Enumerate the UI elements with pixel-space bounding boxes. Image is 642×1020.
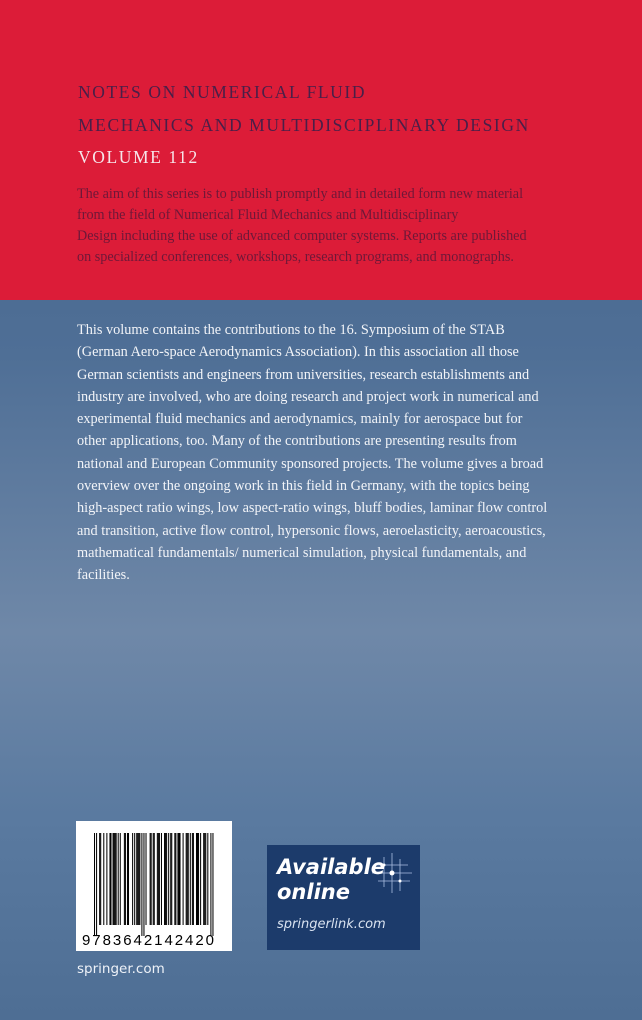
barcode-bar: [175, 833, 176, 925]
description-line: and transition, active flow control, hypersonic flows, aeroelasticity, aeroacoustics,: [77, 522, 546, 539]
barcode-bar: [103, 833, 104, 925]
aim-line: The aim of this series is to publish promptly and in detailed form new material: [77, 186, 524, 202]
barcode-bar: [127, 833, 128, 925]
description-line: German scientists and engineers from universities, research establishments and: [77, 366, 530, 383]
barcode-bar: [143, 833, 144, 936]
series-title-line: MECHANICS AND MULTIDISCIPLINARY DESIGN: [78, 114, 530, 135]
barcode-bar: [204, 833, 205, 925]
barcode-bar: [94, 833, 95, 936]
barcode-bar: [157, 833, 158, 925]
springerlink-url[interactable]: springerlink.com: [277, 917, 386, 932]
barcode-bar: [198, 833, 199, 925]
barcode-bar: [136, 833, 137, 925]
barcode-bar: [120, 833, 121, 925]
barcode-bar: [134, 833, 135, 925]
barcode-bar: [205, 833, 206, 925]
barcode-bar: [203, 833, 204, 925]
available-online-badge: [267, 845, 420, 950]
available-online-label: [277, 855, 385, 905]
available-line: Available: [277, 855, 386, 879]
barcode-bar: [197, 833, 198, 925]
barcode-bar: [186, 833, 187, 925]
barcode-bar: [158, 833, 159, 925]
barcode-bar: [168, 833, 169, 925]
volume-number: VOLUME 112: [78, 147, 199, 167]
barcode-bar: [187, 833, 188, 925]
aim-line: on specialized conferences, workshops, research programs, and monographs.: [77, 249, 514, 265]
description-line: facilities.: [77, 567, 130, 584]
barcode-bar: [154, 833, 155, 925]
barcode-bar: [200, 833, 201, 925]
description-line: industry are involved, who are doing research and project work in numerical and: [77, 388, 539, 405]
barcode-bar: [137, 833, 138, 925]
barcode-bar: [179, 833, 180, 925]
description-line: experimental fluid mechanics and aerodynamics, mainly for aerospace but for: [77, 411, 523, 428]
description-line: (German Aero-space Aerodynamics Association). In this association all those: [77, 344, 519, 361]
description-line: mathematical fundamentals/ numerical simulation, physical fundamentals, and: [77, 544, 527, 561]
barcode-bar: [106, 833, 107, 925]
barcode-bar: [125, 833, 126, 925]
barcode-bar: [96, 833, 97, 936]
publisher-site[interactable]: springer.com: [77, 961, 165, 977]
barcode-bar: [196, 833, 197, 925]
barcode-bar: [178, 833, 179, 925]
barcode-bar: [110, 833, 111, 925]
aim-line: from the field of Numerical Fluid Mechanics and Multidisciplinary: [77, 207, 459, 223]
barcode-bar: [138, 833, 139, 925]
barcode-bar: [159, 833, 160, 925]
barcode-bar: [177, 833, 178, 925]
barcode-bar: [207, 833, 208, 925]
description-line: overview over the ongoing work in this field in Germany, with the topics being: [77, 478, 530, 495]
barcode-bar: [161, 833, 162, 925]
barcode-bar: [141, 833, 142, 936]
description-line: This volume contains the contributions to the 16. Symposium of the STAB: [77, 322, 505, 338]
barcode-bar: [116, 833, 117, 925]
barcode-bar: [151, 833, 152, 925]
barcode-bar: [170, 833, 171, 925]
barcode-bar: [166, 833, 167, 925]
barcode-bar: [139, 833, 140, 925]
barcode-bar: [150, 833, 151, 925]
description-line: national and European Community sponsored projects. The volume gives a broad: [77, 455, 544, 472]
barcode-bar: [114, 833, 115, 925]
barcode-bar: [188, 833, 189, 925]
barcode-bar: [99, 833, 100, 925]
description-line: other applications, too. Many of the contributions are presenting results from: [77, 433, 517, 450]
barcode-bars: [76, 821, 232, 951]
barcode-bar: [164, 833, 165, 925]
barcode-bar: [192, 833, 193, 925]
barcode-bar: [212, 833, 213, 936]
barcode-bar: [113, 833, 114, 925]
volume-description: [77, 319, 547, 587]
barcode-bar: [174, 833, 175, 925]
series-title-line: NOTES ON NUMERICAL FLUID: [78, 82, 367, 102]
barcode-bar: [132, 833, 133, 925]
barcode-bar: [171, 833, 172, 925]
barcode-bar: [109, 833, 110, 925]
barcode-bar: [190, 833, 191, 925]
barcode-bar: [115, 833, 116, 925]
barcode-bar: [183, 833, 184, 925]
barcode-bar: [165, 833, 166, 925]
barcode-bar: [193, 833, 194, 925]
barcode-bar: [124, 833, 125, 925]
barcode-bar: [100, 833, 101, 925]
isbn-digits: 9783642142420: [82, 932, 214, 949]
barcode-bar: [153, 833, 154, 925]
barcode-bar: [128, 833, 129, 925]
description-line: high-aspect ratio wings, low aspect-ratio wings, bluff bodies, laminar flow control: [77, 500, 548, 517]
barcode-bar: [118, 833, 119, 925]
series-aim-text: [77, 184, 527, 268]
barcode-bar: [210, 833, 211, 936]
aim-line: Design including the use of advanced computer systems. Reports are published: [77, 228, 527, 244]
isbn-barcode: [76, 821, 232, 951]
barcode-bar: [146, 833, 147, 925]
series-title: [78, 76, 530, 174]
online-line: online: [277, 880, 350, 904]
